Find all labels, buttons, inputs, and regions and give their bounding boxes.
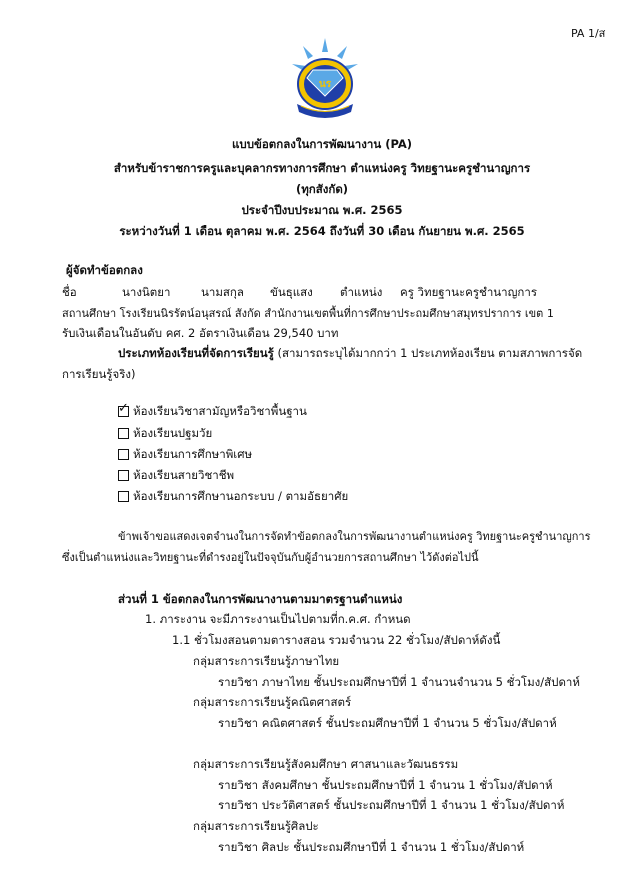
surname-label: นามสกุล [201,285,244,299]
classroom-option-label: ห้องเรียนวิชาสามัญหรือวิชาพื้นฐาน [133,404,307,418]
classroom-option[interactable] [118,491,348,503]
school-emblem-icon [289,36,361,120]
salary-line: รับเงินเดือนในอันดับ คศ. 2 อัตราเงินเดือน 29,540 บาท [62,326,339,340]
classroom-option-label: ห้องเรียนการศึกษานอกระบบ / ตามอัธยาศัย [133,489,349,503]
agreement-maker-heading: ผู้จัดทำข้อตกลง [66,263,143,277]
subject-line: รายวิชา ประวัติศาสตร์ ชั้นประถมศึกษาปีที่ 1 จำนวน 1 ชั่วโมง/สัปดาห์ [218,798,565,812]
position-value: ครู วิทยฐานะครูชำนาญการ [400,285,537,299]
svg-text:นร: นร [318,79,332,90]
checkbox[interactable] [118,470,129,481]
classroom-option[interactable] [118,470,234,482]
subject-line: รายวิชา คณิตศาสตร์ ชั้นประถมศึกษาปีที่ 1 จำนวน 5 ชั่วโมง/สัปดาห์ [218,716,557,730]
part1-item-1: 1. ภาระงาน จะมีภาระงานเป็นไปตามที่ก.ค.ศ. กำหนด [145,612,411,626]
checkbox-checked[interactable]: ✓ [118,401,129,416]
document-title: แบบข้อตกลงในการพัฒนางาน (PA) [232,137,412,151]
school-line: สถานศึกษา โรงเรียนนิรรัตน์อนุสรณ์ สังกัด สำนักงานเขตพื้นที่การศึกษาประถมศึกษาสมุทรปราการ เขต 1 [62,307,554,320]
checkbox[interactable] [118,449,129,460]
classroom-option[interactable] [118,428,212,440]
period-line: ระหว่างวันที่ 1 เดือน ตุลาคม พ.ศ. 2564 ถึงวันที่ 30 เดือน กันยายน พ.ศ. 2565 [119,224,525,238]
classroom-type-note: (สามารถระบุได้มากกว่า 1 ประเภทห้องเรียน ตามสภาพการจัด [273,346,583,360]
document-scope: (ทุกสังกัด) [295,182,349,196]
part1-heading: ส่วนที่ 1 ข้อตกลงในการพัฒนางานตามมาตรฐานตำแหน่ง [118,592,403,606]
subject-group: กลุ่มสาระการเรียนรู้คณิตศาสตร์ [193,695,352,709]
subject-line: รายวิชา ศิลปะ ชั้นประถมศึกษาปีที่ 1 จำนวน 1 ชั่วโมง/สัปดาห์ [218,840,525,854]
subject-group: กลุ่มสาระการเรียนรู้ศิลปะ [193,819,319,833]
intent-line-1: ข้าพเจ้าขอแสดงเจตจำนงในการจัดทำข้อตกลงในการพัฒนางานตำแหน่งครู วิทยฐานะครูชำนาญการ [118,530,591,543]
document-subtitle: สำหรับข้าราชการครูและบุคลากรทางการศึกษา ตำแหน่งครู วิทยฐานะครูชำนาญการ [113,161,531,175]
classroom-option-label: ห้องเรียนสายวิชาชีพ [133,468,235,482]
classroom-option[interactable] [118,449,252,461]
part1-item-1-1: 1.1 ชั่วโมงสอนตามตารางสอน รวมจำนวน 22 ชั่วโมง/สัปดาห์ดังนี้ [172,633,501,647]
classroom-option[interactable] [118,401,307,418]
subject-group: กลุ่มสาระการเรียนรู้สังคมศึกษา ศาสนาและวัฒนธรรม [193,757,459,771]
position-label: ตำแหน่ง [340,285,383,299]
classroom-option-label: ห้องเรียนการศึกษาพิเศษ [133,447,253,461]
fiscal-year: ประจำปีงบประมาณ พ.ศ. 2565 [241,203,403,217]
first-name: นางนิตยา [122,285,171,299]
classroom-type-heading: ประเภทห้องเรียนที่จัดการเรียนรู้ [118,346,274,360]
intent-line-2: ซึ่งเป็นตำแหน่งและวิทยฐานะที่ดำรงอยู่ในปัจจุบันกับผู้อำนวยการสถานศึกษา ไว้ดังต่อไปนี้ [62,551,479,564]
name-label: ชื่อ [62,285,77,299]
surname: ขันธุแสง [270,285,313,299]
subject-line: รายวิชา สังคมศึกษา ชั้นประถมศึกษาปีที่ 1 จำนวน 1 ชั่วโมง/สัปดาห์ [218,778,553,792]
classroom-type-line [118,348,582,360]
checkbox[interactable] [118,428,129,439]
checkbox[interactable] [118,491,129,502]
subject-group: กลุ่มสาระการเรียนรู้ภาษาไทย [193,654,340,668]
classroom-option-label: ห้องเรียนปฐมวัย [133,426,213,440]
classroom-type-note-cont: การเรียนรู้จริง) [62,367,136,381]
page-code: PA 1/ส [571,27,606,40]
subject-line: รายวิชา ภาษาไทย ชั้นประถมศึกษาปีที่ 1 จำนวนจำนวน 5 ชั่วโมง/สัปดาห์ [218,675,580,689]
